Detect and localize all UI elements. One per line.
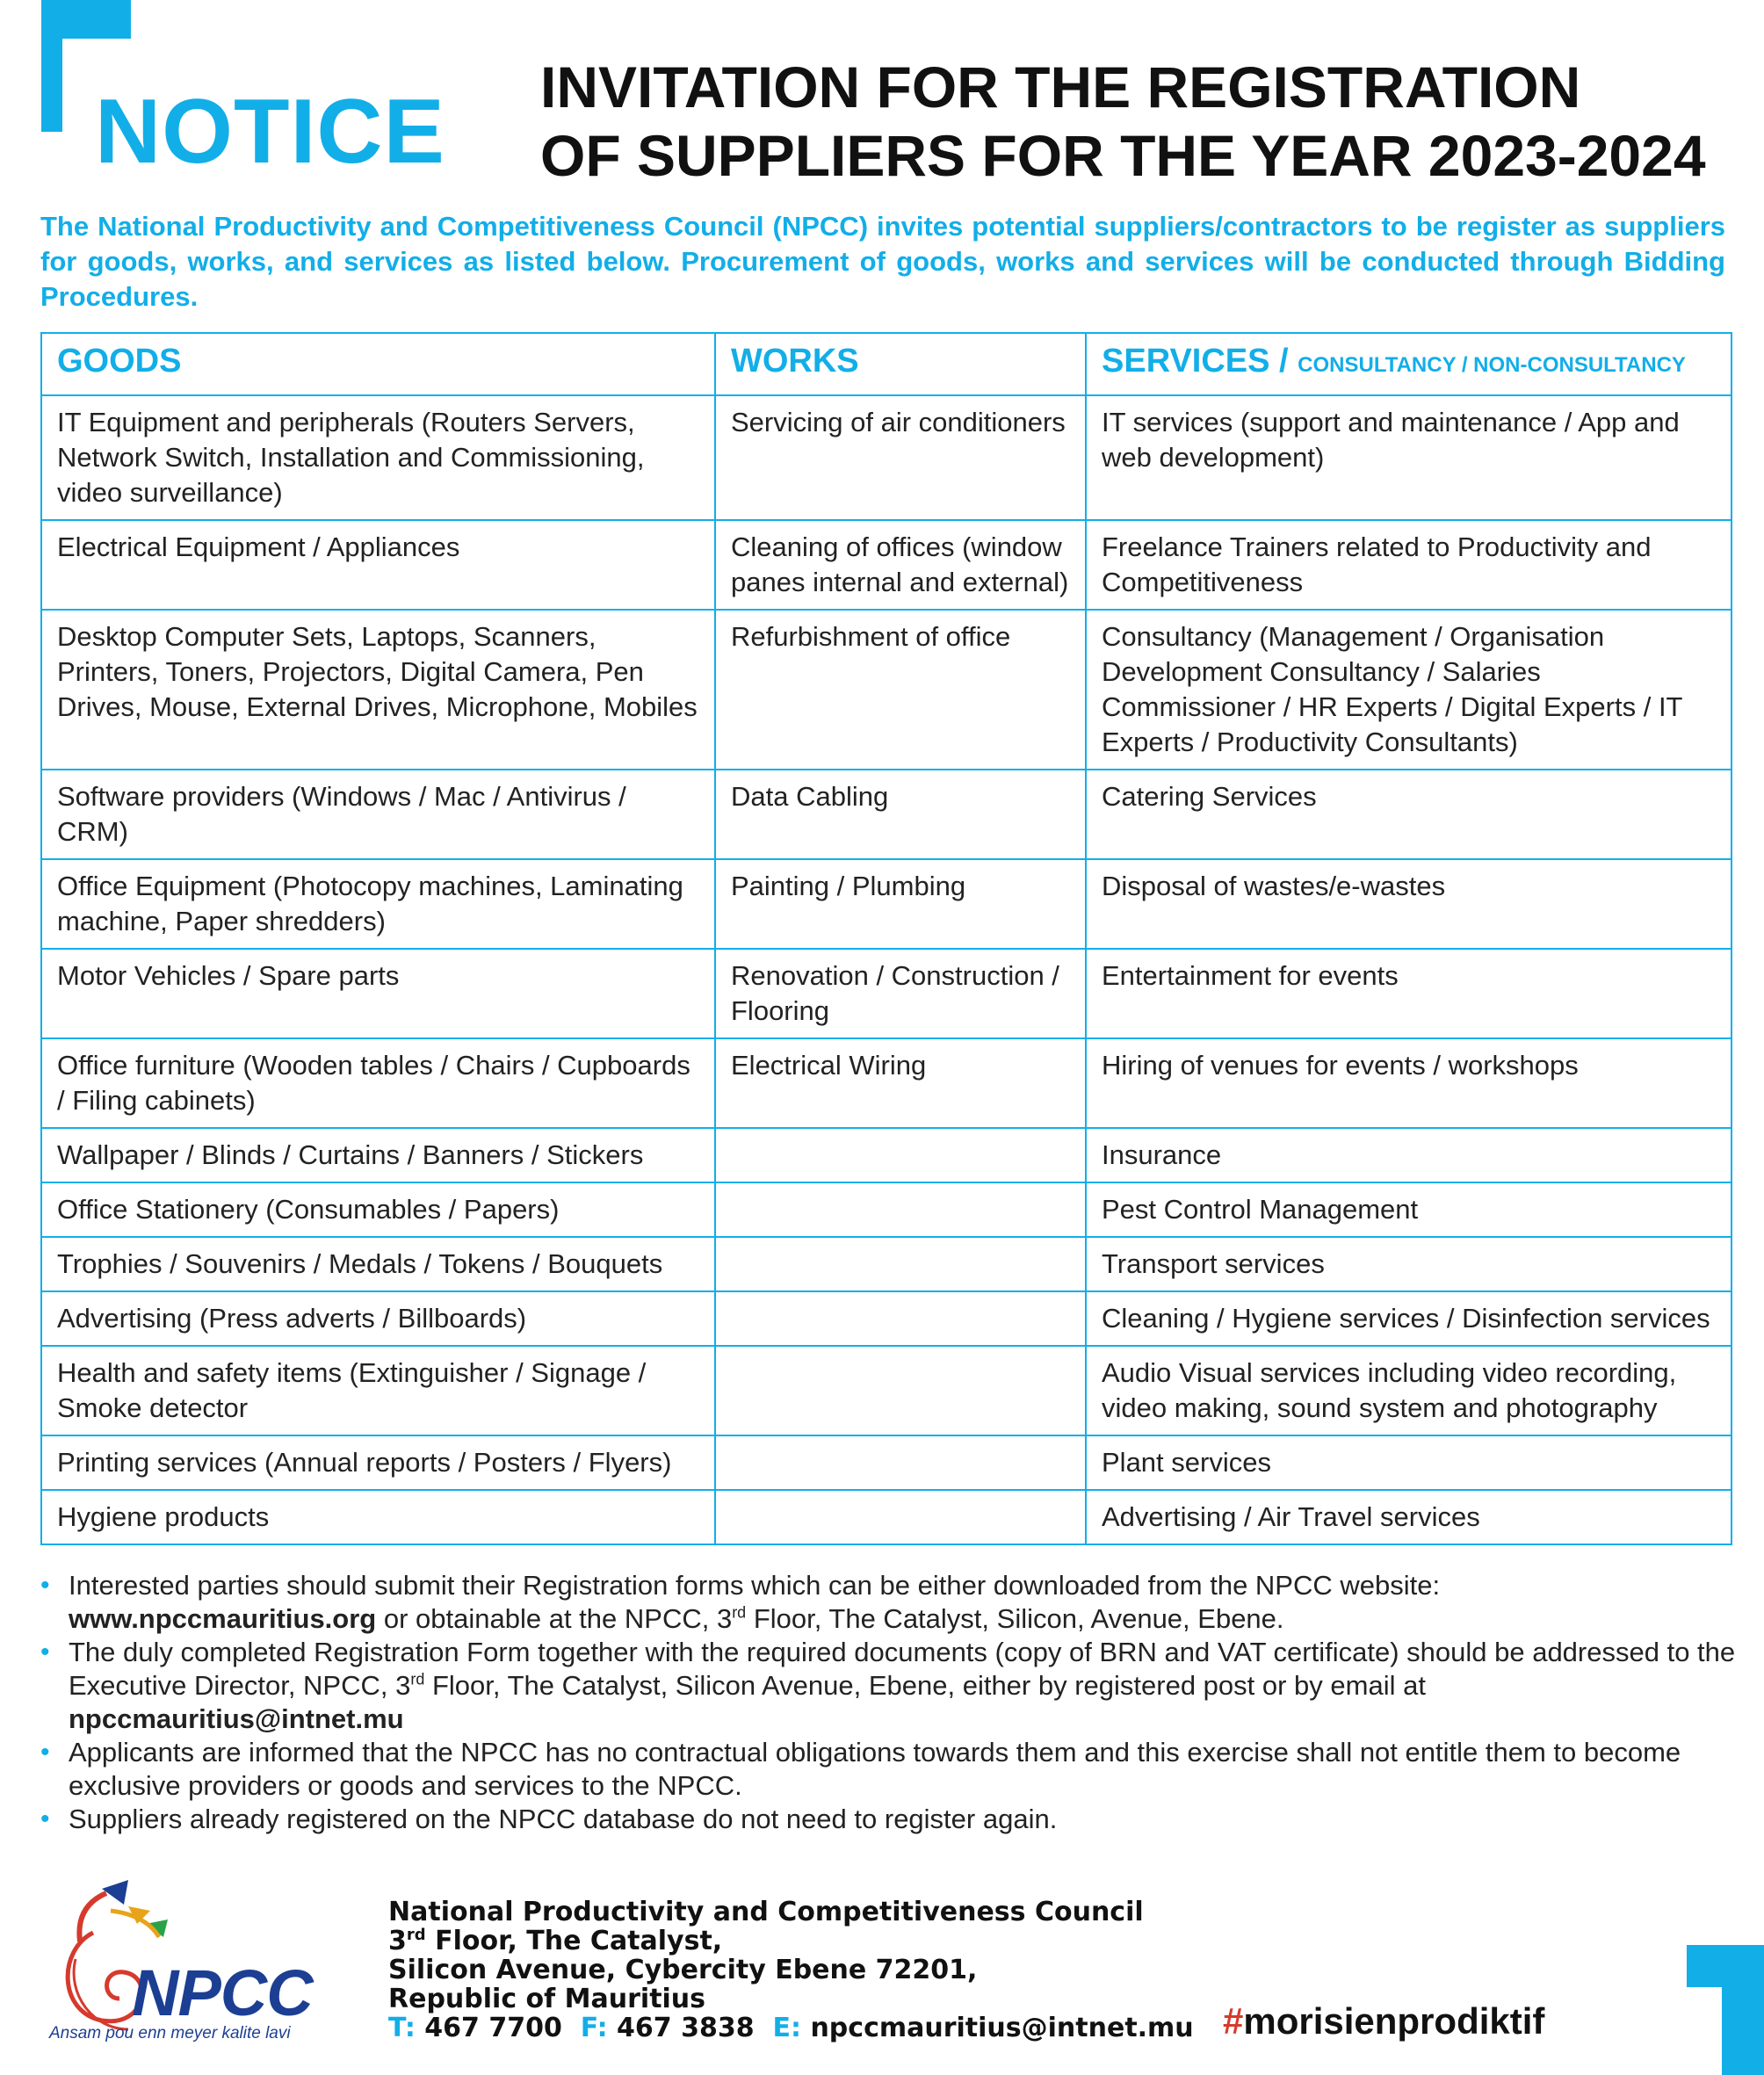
bullet-icon: • [40,1738,50,1767]
hashtag-symbol: # [1223,2000,1244,2042]
table-row [41,1291,1731,1346]
email-link[interactable]: npccmauritius@intnet.mu [69,1703,404,1734]
cell-services: Catering Services [1086,770,1731,859]
list-item [40,1569,1736,1636]
list-item [40,1736,1736,1803]
bullet-4-text: Suppliers already registered on the NPCC database do not need to register again. [69,1804,1058,1834]
notice-label: NOTICE [95,81,445,183]
list-item [40,1636,1736,1736]
bullet-1-sup: rd [732,1603,747,1622]
bullet-2-sup: rd [410,1670,425,1688]
title-line-1: INVITATION FOR THE REGISTRATION [540,54,1581,119]
address-line-2-pre: 3 [388,1926,407,1956]
corner-decoration-bottom-right-vertical [1722,1945,1764,2075]
logo-wordmark: NPCC [132,1956,313,2029]
cell-works [715,1346,1086,1435]
cell-works: Painting / Plumbing [715,859,1086,949]
page-title [540,53,1706,190]
cell-works: Renovation / Construction / Flooring [715,949,1086,1038]
header-works: WORKS [715,333,1086,395]
contact-address [388,1898,1194,2042]
address-line-2-sup: rd [406,1926,426,1944]
cell-services: Disposal of wastes/e-wastes [1086,859,1731,949]
header-services [1086,333,1731,395]
fax-number: 467 3838 [617,2013,755,2043]
bullet-icon: • [40,1638,50,1667]
address-contacts [388,2014,1194,2042]
table-row [41,1182,1731,1237]
list-item [40,1803,1736,1836]
table-row [41,520,1731,610]
registration-table [40,332,1732,1545]
cell-services: Freelance Trainers related to Productivity and Competitiveness [1086,520,1731,610]
cell-goods: Office Stationery (Consumables / Papers) [41,1182,715,1237]
table-row [41,1346,1731,1435]
cell-services: Cleaning / Hygiene services / Disinfection services [1086,1291,1731,1346]
table-row [41,1128,1731,1182]
cell-goods: Advertising (Press adverts / Billboards) [41,1291,715,1346]
bullet-3-text: Applicants are informed that the NPCC has no contractual obligations towards them and this exercise shall not entitle them to become exclusive providers or goods and services to the NPCC. [69,1737,1681,1801]
cell-works [715,1291,1086,1346]
cell-goods: Hygiene products [41,1490,715,1544]
table-row [41,1490,1731,1544]
address-line-2 [388,1927,1194,1956]
cell-goods: Health and safety items (Extinguisher / Signage / Smoke detector [41,1346,715,1435]
cell-goods: Wallpaper / Blinds / Curtains / Banners / Stickers [41,1128,715,1182]
cell-goods: Electrical Equipment / Appliances [41,520,715,610]
cell-services: Consultancy (Management / Organisation Development Consultancy / Salaries Commissioner / HR Experts / Digital Experts / IT Experts / Productivity Consultants) [1086,610,1731,770]
bullet-2-post: Floor, The Catalyst, Silicon Avenue, Ebene, either by registered post or by email at [424,1670,1426,1701]
address-line-2-post: Floor, The Catalyst, [425,1926,723,1956]
bullet-icon: • [40,1571,50,1600]
website-link[interactable]: www.npccmauritius.org [69,1603,377,1634]
header-goods: GOODS [41,333,715,395]
fax-label: F: [580,2013,608,2043]
address-line-4: Republic of Mauritius [388,1984,706,2014]
hashtag [1223,2000,1544,2042]
header-services-sub: CONSULTANCY / NON-CONSULTANCY [1298,353,1686,377]
cell-goods: Printing services (Annual reports / Posters / Flyers) [41,1435,715,1490]
table-header-row [41,333,1731,395]
cell-works [715,1490,1086,1544]
header-services-label: SERVICES / [1102,343,1289,380]
cell-services: Insurance [1086,1128,1731,1182]
tel-label: T: [388,2013,416,2043]
cell-goods: IT Equipment and peripherals (Routers Servers, Network Switch, Installation and Commissioning, video surveillance) [41,395,715,520]
cell-works [715,1237,1086,1291]
cell-works [715,1182,1086,1237]
cell-services: Transport services [1086,1237,1731,1291]
table-row [41,859,1731,949]
cell-services: Audio Visual services including video recording, video making, sound system and photography [1086,1346,1731,1435]
title-line-2: OF SUPPLIERS FOR THE YEAR 2023-2024 [540,123,1706,188]
bullet-1-rest-post: Floor, The Catalyst, Silicon, Avenue, Ebene. [746,1603,1284,1634]
cell-works: Cleaning of offices (window panes internal and external) [715,520,1086,610]
cell-goods: Trophies / Souvenirs / Medals / Tokens / Bouquets [41,1237,715,1291]
table-body [41,395,1731,1544]
table-row [41,610,1731,770]
bullet-2-pre: The duly completed Registration Form together with the required documents (copy of BRN and VAT certificate) should be addressed to the Executive Director, NPCC, 3 [69,1637,1736,1701]
table-row [41,949,1731,1038]
logo-tagline: Ansam pou enn meyer kalite lavi [49,2024,291,2042]
cell-services: Hiring of venues for events / workshops [1086,1038,1731,1128]
cell-goods: Desktop Computer Sets, Laptops, Scanners, Printers, Toners, Projectors, Digital Camera, Pen Drives, Mouse, External Drives, Microphone, Mobiles [41,610,715,770]
bullet-1-rest-pre: or obtainable at the NPCC, 3 [376,1603,733,1634]
intro-paragraph: The National Productivity and Competitiveness Council (NPCC) invites potential suppliers/contractors to be register as suppliers for goods, works, and services as listed below. Procurement of goods, works and services will be conducted through Bidding Procedures. [40,211,1725,312]
corner-decoration-top-left-vertical [41,0,62,132]
table-row [41,1237,1731,1291]
cell-goods: Office Equipment (Photocopy machines, Laminating machine, Paper shredders) [41,859,715,949]
hashtag-text: morisienprodiktif [1243,2000,1545,2042]
cell-works: Refurbishment of office [715,610,1086,770]
cell-works: Servicing of air conditioners [715,395,1086,520]
cell-services: Plant services [1086,1435,1731,1490]
cell-works [715,1435,1086,1490]
tel-number: 467 7700 [424,2013,562,2043]
bullet-list [40,1569,1736,1836]
contact-email[interactable]: npccmauritius@intnet.mu [810,2013,1194,2043]
cell-services: Advertising / Air Travel services [1086,1490,1731,1544]
address-line-3: Silicon Avenue, Cybercity Ebene 72201, [388,1955,978,1985]
table-row [41,1435,1731,1490]
corner-decoration-bottom-cutout [1687,1987,1722,2075]
cell-goods: Motor Vehicles / Spare parts [41,949,715,1038]
table-row [41,395,1731,520]
cell-works: Electrical Wiring [715,1038,1086,1128]
table-row [41,1038,1731,1128]
cell-works: Data Cabling [715,770,1086,859]
cell-goods: Software providers (Windows / Mac / Antivirus / CRM) [41,770,715,859]
cell-works [715,1128,1086,1182]
cell-services: Pest Control Management [1086,1182,1731,1237]
cell-services: IT services (support and maintenance / App and web development) [1086,395,1731,520]
bullet-1-text: Interested parties should submit their Registration forms which can be either downloaded from the NPCC website: [69,1570,1441,1601]
cell-goods: Office furniture (Wooden tables / Chairs / Cupboards / Filing cabinets) [41,1038,715,1128]
address-org: National Productivity and Competitiveness Council [388,1897,1144,1927]
cell-services: Entertainment for events [1086,949,1731,1038]
bullet-icon: • [40,1804,50,1833]
email-label: E: [772,2013,801,2043]
table-row [41,770,1731,859]
